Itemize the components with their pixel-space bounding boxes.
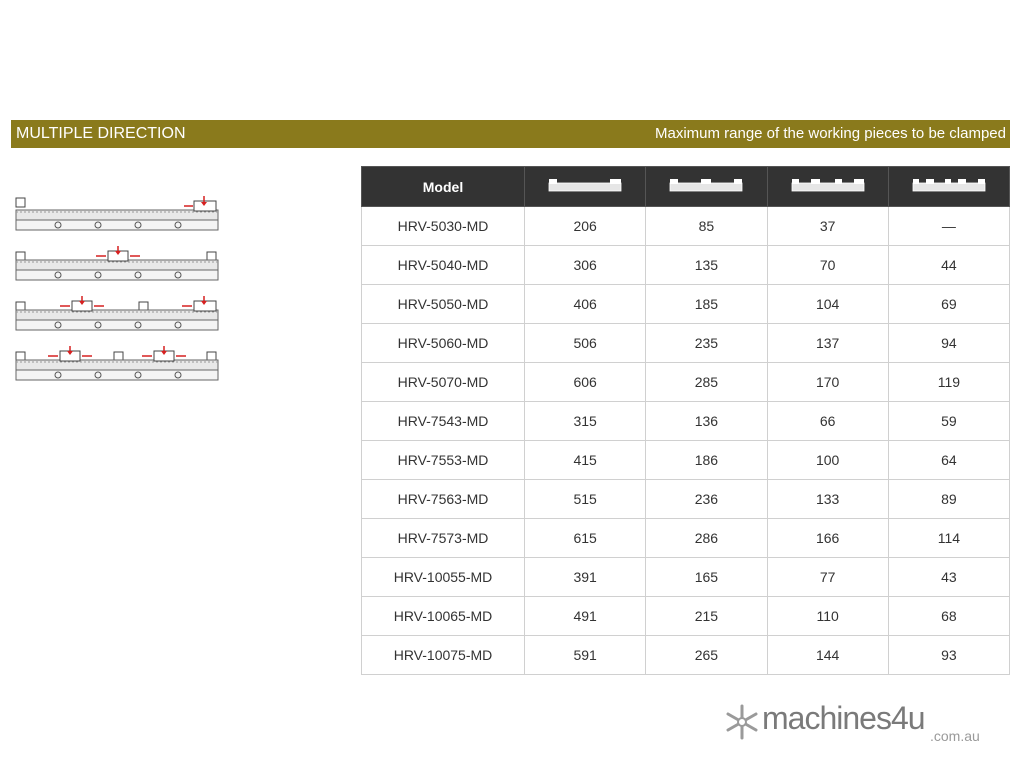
value-cell: 236	[646, 480, 767, 519]
clamp-config-1-icon	[548, 178, 622, 192]
table-row	[362, 480, 1010, 519]
value-cell: 591	[525, 636, 646, 675]
section-title: MULTIPLE DIRECTION	[16, 125, 186, 142]
value-cell: 110	[767, 597, 888, 636]
model-cell: HRV-5040-MD	[362, 246, 525, 285]
logo-domain: .com.au	[930, 728, 980, 744]
value-cell: 85	[646, 207, 767, 246]
value-cell: 406	[525, 285, 646, 324]
value-cell: 206	[525, 207, 646, 246]
table-row	[362, 285, 1010, 324]
value-cell: 93	[888, 636, 1009, 675]
value-cell: 114	[888, 519, 1009, 558]
value-cell: 104	[767, 285, 888, 324]
value-cell: 185	[646, 285, 767, 324]
value-cell: 136	[646, 402, 767, 441]
model-cell: HRV-7543-MD	[362, 402, 525, 441]
model-cell: HRV-7563-MD	[362, 480, 525, 519]
value-cell: 215	[646, 597, 767, 636]
logo-wordmark: machines4u	[762, 700, 925, 736]
value-cell: 66	[767, 402, 888, 441]
value-cell: 265	[646, 636, 767, 675]
table-row	[362, 519, 1010, 558]
table-row	[362, 324, 1010, 363]
value-cell: 306	[525, 246, 646, 285]
value-cell: 69	[888, 285, 1009, 324]
table-row	[362, 363, 1010, 402]
value-cell: 415	[525, 441, 646, 480]
clamp-config-2-icon	[669, 178, 743, 192]
value-cell: 606	[525, 363, 646, 402]
model-cell: HRV-5070-MD	[362, 363, 525, 402]
model-cell: HRV-5030-MD	[362, 207, 525, 246]
clamp-config-4-header	[888, 167, 1009, 207]
value-cell: 491	[525, 597, 646, 636]
section-banner	[11, 120, 1010, 148]
model-cell: HRV-7573-MD	[362, 519, 525, 558]
table-row	[362, 558, 1010, 597]
value-cell: 68	[888, 597, 1009, 636]
value-cell: 186	[646, 441, 767, 480]
value-cell: 235	[646, 324, 767, 363]
value-cell: 119	[888, 363, 1009, 402]
value-cell: 391	[525, 558, 646, 597]
value-cell: 77	[767, 558, 888, 597]
value-cell: 133	[767, 480, 888, 519]
value-cell: 285	[646, 363, 767, 402]
value-cell: 166	[767, 519, 888, 558]
clamp-diagram-icon	[14, 246, 224, 286]
clamp-config-4-icon	[912, 178, 986, 192]
machines4u-watermark	[724, 700, 994, 746]
section-subtitle: Maximum range of the working pieces to be clamped	[654, 125, 1006, 142]
value-cell: 170	[767, 363, 888, 402]
value-cell: 70	[767, 246, 888, 285]
clamp-config-2-header	[646, 167, 767, 207]
table-row	[362, 207, 1010, 246]
clamp-config-3-icon	[791, 178, 865, 192]
clamp-diagram-icon	[14, 346, 224, 386]
value-cell: 506	[525, 324, 646, 363]
clamp-diagrams	[14, 196, 224, 396]
spec-table	[361, 166, 1010, 675]
value-cell: 43	[888, 558, 1009, 597]
value-cell: 286	[646, 519, 767, 558]
table-row	[362, 402, 1010, 441]
table-row	[362, 597, 1010, 636]
value-cell: 89	[888, 480, 1009, 519]
model-cell: HRV-10055-MD	[362, 558, 525, 597]
value-cell: 615	[525, 519, 646, 558]
table-row	[362, 441, 1010, 480]
value-cell: —	[888, 207, 1009, 246]
value-cell: 64	[888, 441, 1009, 480]
value-cell: 165	[646, 558, 767, 597]
value-cell: 94	[888, 324, 1009, 363]
value-cell: 59	[888, 402, 1009, 441]
value-cell: 44	[888, 246, 1009, 285]
value-cell: 137	[767, 324, 888, 363]
table-row	[362, 246, 1010, 285]
value-cell: 144	[767, 636, 888, 675]
model-cell: HRV-10065-MD	[362, 597, 525, 636]
model-cell: HRV-7553-MD	[362, 441, 525, 480]
model-cell: HRV-5050-MD	[362, 285, 525, 324]
model-column-header: Model	[362, 167, 525, 207]
table-header-row	[362, 167, 1010, 207]
value-cell: 315	[525, 402, 646, 441]
value-cell: 37	[767, 207, 888, 246]
value-cell: 100	[767, 441, 888, 480]
clamp-diagram-icon	[14, 296, 224, 336]
model-cell: HRV-5060-MD	[362, 324, 525, 363]
clamp-config-1-header	[525, 167, 646, 207]
clamp-config-3-header	[767, 167, 888, 207]
model-cell: HRV-10075-MD	[362, 636, 525, 675]
value-cell: 515	[525, 480, 646, 519]
value-cell: 135	[646, 246, 767, 285]
clamp-diagram-icon	[14, 196, 224, 236]
snowflake-logo-icon	[724, 702, 760, 742]
table-row	[362, 636, 1010, 675]
